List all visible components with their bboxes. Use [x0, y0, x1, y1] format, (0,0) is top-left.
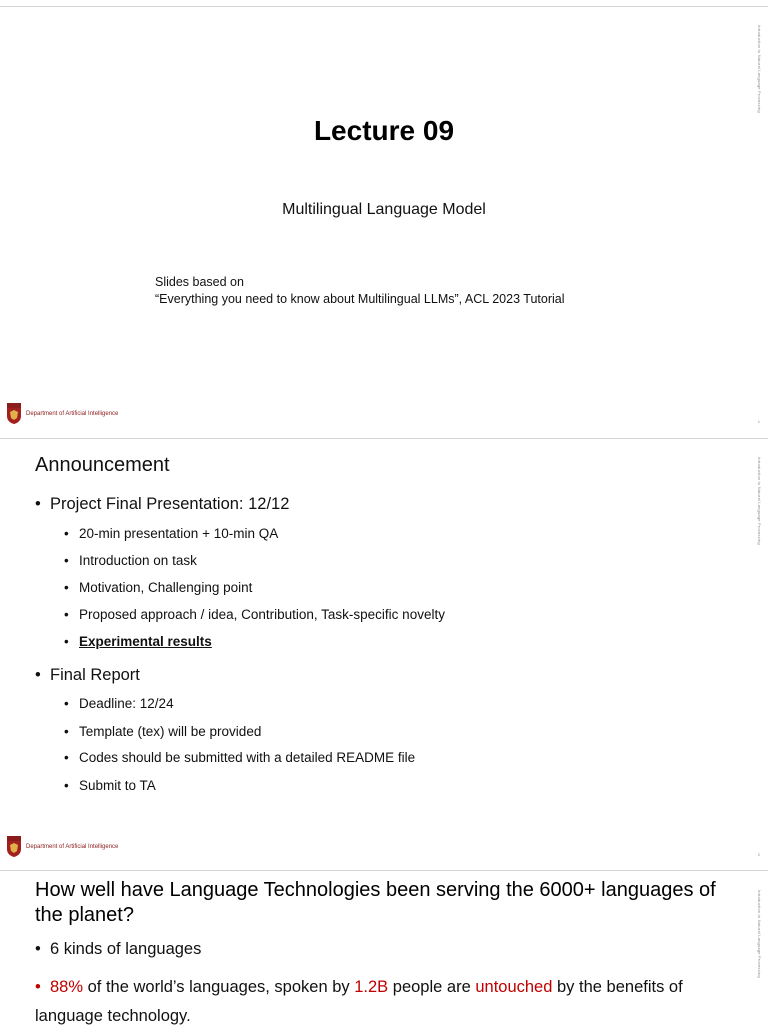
list-item: • Template (tex) will be provided — [64, 724, 261, 739]
department-name: Department of Artificial Intelligence — [26, 411, 119, 417]
source-note — [155, 274, 565, 308]
page-number: 1 — [757, 419, 760, 424]
experimental-results-label: Experimental results — [79, 634, 212, 649]
text-segment: by the benefits of language technology. — [35, 978, 683, 1025]
list-item: • Submit to TA — [64, 778, 156, 793]
list-item: • Introduction on task — [64, 553, 197, 568]
side-note: Introduction to Natural Language Processing — [757, 890, 762, 978]
slide-1 — [0, 7, 768, 438]
list-item: • Deadline: 12/24 — [64, 696, 174, 711]
bullet-kinds-of-languages: • 6 kinds of languages — [35, 940, 201, 959]
university-crest-icon — [6, 403, 22, 425]
bullet-untouched-languages — [35, 973, 735, 1031]
department-name: Department of Artificial Intelligence — [26, 844, 119, 850]
list-item-emphasis — [64, 634, 212, 649]
footer-logo — [6, 836, 118, 858]
slide-separator — [0, 870, 768, 871]
footer-logo — [6, 403, 118, 425]
university-crest-icon — [6, 836, 22, 858]
side-note: Introduction to Natural Language Processing — [757, 25, 762, 113]
list-item: • 20-min presentation + 10-min QA — [64, 526, 278, 541]
lecture-title: Lecture 09 — [313, 115, 455, 146]
bullet-final-report: • Final Report — [35, 666, 140, 685]
slide3-title: How well have Language Technologies been serving the 6000+ languages of the planet? — [35, 879, 716, 926]
lecture-subtitle: Multilingual Language Model — [282, 201, 486, 218]
list-item: • Proposed approach / idea, Contribution, Task-specific novelty — [64, 607, 445, 622]
page-number: 2 — [757, 852, 760, 857]
announcement-title: Announcement — [35, 454, 170, 476]
list-item: • Codes should be submitted with a detailed README file — [64, 750, 415, 765]
source-note-line2: “Everything you need to know about Multilingual LLMs”, ACL 2023 Tutorial — [155, 292, 565, 306]
side-note: Introduction to Natural Language Processing — [757, 457, 762, 545]
text-segment: people are — [388, 978, 476, 996]
percent-highlight: 88% — [50, 978, 84, 996]
list-item: • Motivation, Challenging point — [64, 580, 252, 595]
speakers-highlight: 1.2B — [354, 978, 389, 996]
bullet-presentation: • Project Final Presentation: 12/12 — [35, 495, 289, 514]
text-segment: of the world’s languages, spoken by — [83, 978, 355, 996]
untouched-highlight: untouched — [475, 978, 553, 996]
source-note-line1: Slides based on — [155, 275, 244, 289]
